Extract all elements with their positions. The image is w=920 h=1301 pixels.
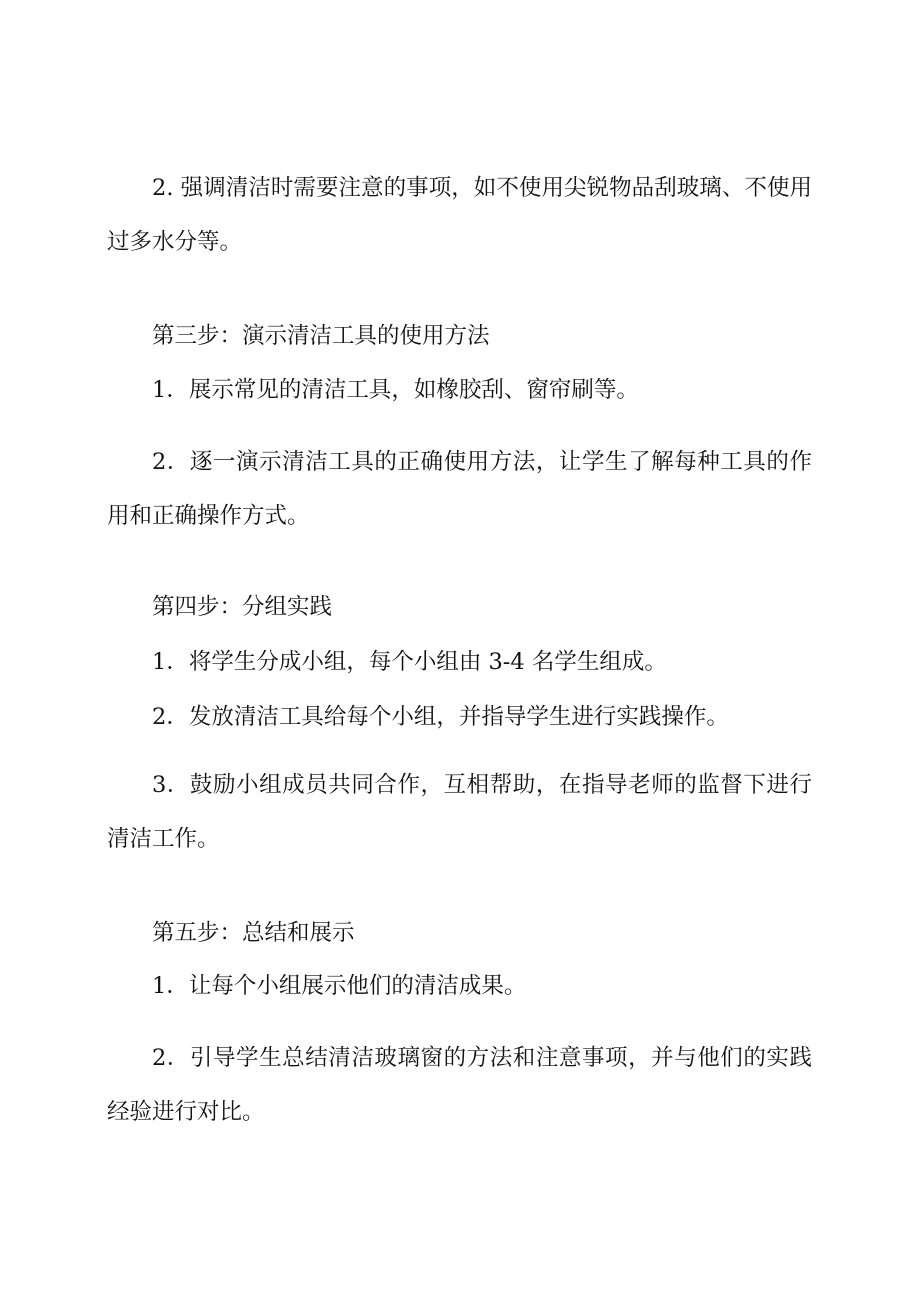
step5-heading: 第五步：总结和展示 [152,920,355,946]
step4-item-2: 2．发放清洁工具给每个小组，并指导学生进行实践操作。 [152,704,729,730]
step3-heading: 第三步：演示清洁工具的使用方法 [152,323,490,349]
step5-item-2: 2．引导学生总结清洁玻璃窗的方法和注意事项，并与他们的实践经验进行对比。 [107,1045,812,1125]
step3-item-2: 2．逐一演示清洁工具的正确使用方法，让学生了解每种工具的作用和正确操作方式。 [107,449,812,529]
step3-item-1: 1．展示常见的清洁工具，如橡胶刮、窗帘刷等。 [152,377,639,403]
step5-item-1: 1．让每个小组展示他们的清洁成果。 [152,973,527,999]
step4-item-3: 3．鼓励小组成员共同合作，互相帮助，在指导老师的监督下进行清洁工作。 [107,772,812,852]
step4-item-1: 1．将学生分成小组，每个小组由 3-4 名学生组成。 [152,649,667,675]
intro-item-2: 2. 强调清洁时需要注意的事项，如不使用尖锐物品刮玻璃、不使用过多水分等。 [107,175,812,255]
step4-heading: 第四步：分组实践 [152,594,333,620]
